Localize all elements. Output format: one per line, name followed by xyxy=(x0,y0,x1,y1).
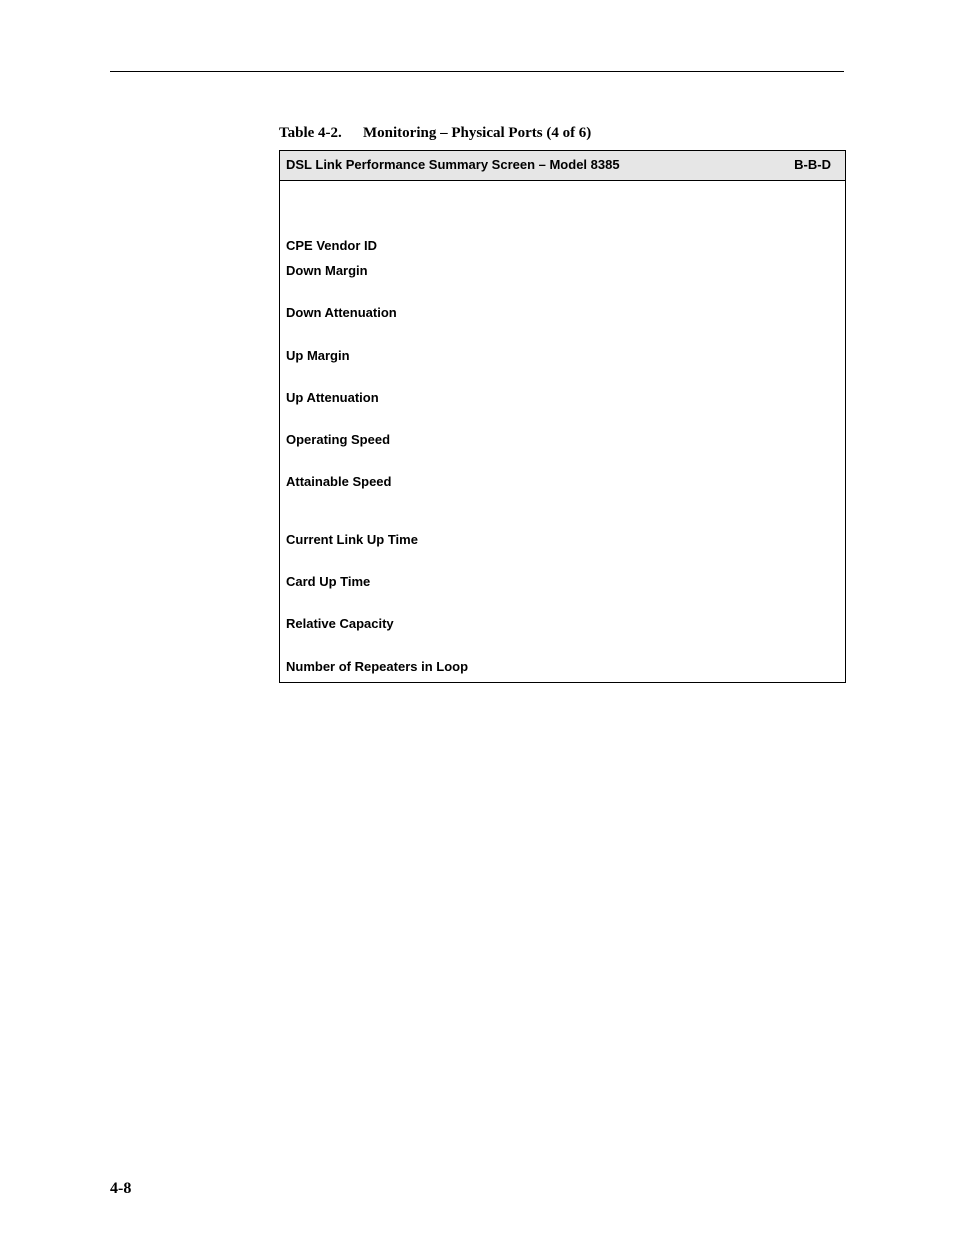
field-card-up-time: Card Up Time xyxy=(286,574,371,589)
screen-fields-table xyxy=(279,150,846,683)
field-operating-speed: Operating Speed xyxy=(286,432,391,447)
field-attainable-speed: Attainable Speed xyxy=(286,474,392,489)
field-relative-capacity: Relative Capacity xyxy=(286,616,394,631)
table-caption-number: Table 4-2. xyxy=(279,125,342,141)
table-header xyxy=(280,151,845,181)
table-caption xyxy=(279,124,591,142)
page-number: 4-8 xyxy=(110,1180,132,1197)
field-cpe-vendor-id: CPE Vendor ID xyxy=(286,238,378,253)
field-up-attenuation: Up Attenuation xyxy=(286,390,379,405)
table-header-title: DSL Link Performance Summary Screen – Model 8385 xyxy=(286,157,620,172)
field-down-margin: Down Margin xyxy=(286,263,368,278)
field-current-link-up-time: Current Link Up Time xyxy=(286,532,418,547)
table-header-code: B-B-D xyxy=(794,157,831,172)
header-rule xyxy=(110,71,844,72)
table-caption-title: Monitoring – Physical Ports (4 of 6) xyxy=(363,125,592,141)
field-up-margin: Up Margin xyxy=(286,348,350,363)
field-down-attenuation: Down Attenuation xyxy=(286,305,397,320)
field-number-of-repeaters: Number of Repeaters in Loop xyxy=(286,659,469,674)
